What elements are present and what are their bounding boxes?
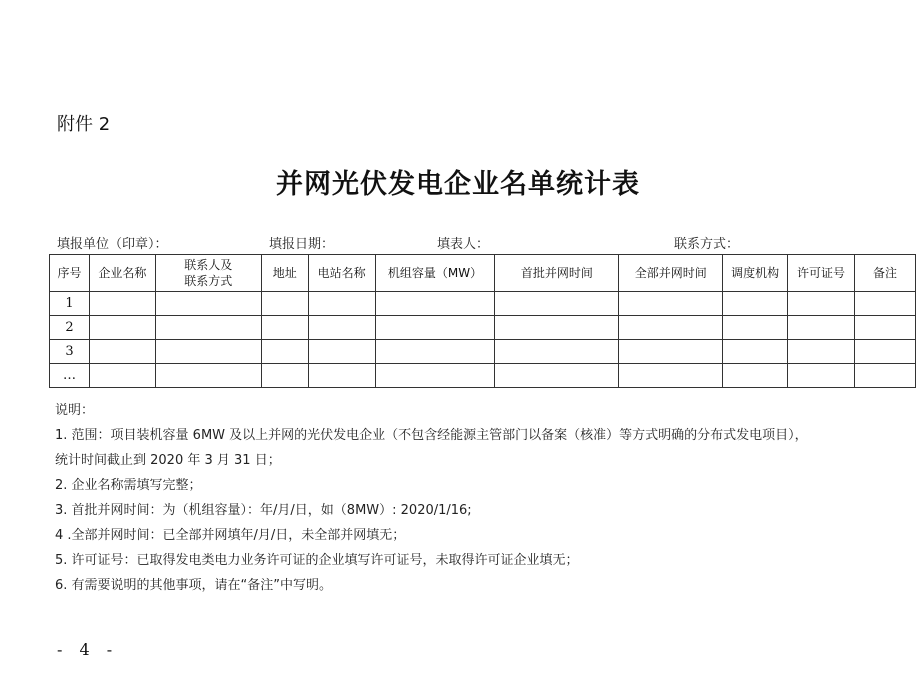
note-line: 2. 企业名称需填写完整； [55,478,202,493]
column-header-label: 地址 [272,266,297,280]
empty-cell [308,364,375,388]
empty-cell [155,364,261,388]
empty-cell [155,316,261,340]
empty-cell [619,292,723,316]
column-header [50,255,90,292]
empty-cell [155,340,261,364]
empty-cell [261,364,308,388]
column-header-label: 首批并网时间 [520,266,593,280]
field-filler: 填表人： [437,237,490,252]
empty-cell [261,292,308,316]
empty-cell [495,292,619,316]
column-header-label: 联系方式 [184,274,233,288]
empty-cell [619,340,723,364]
column-header [89,255,155,292]
column-header-label: 企业名称 [98,266,147,280]
document-title: 并网光伏发电企业名单统计表 [276,169,640,200]
field-reporting-date: 填报日期： [269,237,335,252]
note-line: 4 .全部并网时间：已全部并网填年/月/日，未全部并网填无； [55,528,406,543]
empty-cell [89,292,155,316]
table-body [50,292,916,388]
column-header [854,255,915,292]
empty-cell [89,340,155,364]
empty-cell [375,292,495,316]
empty-cell [261,316,308,340]
table-row [50,340,916,364]
empty-cell [854,316,915,340]
column-header [308,255,375,292]
empty-cell [375,340,495,364]
empty-cell [155,292,261,316]
note-line: 统计时间截止到 2020 年 3 月 31 日； [55,453,281,468]
column-header-label: 备注 [872,266,897,280]
note-line: 3. 首批并网时间：为（机组容量）：年/月/日，如（8MW）: 2020/1/16; [55,503,472,518]
column-header-label: 全部并网时间 [634,266,707,280]
empty-cell [788,292,855,316]
empty-cell [723,364,788,388]
column-header [723,255,788,292]
column-header [155,255,261,292]
table-row [50,316,916,340]
empty-cell [375,316,495,340]
column-header [375,255,495,292]
column-header [619,255,723,292]
column-header-label: 机组容量（MW） [387,266,483,280]
column-header-label: 序号 [57,266,82,280]
empty-cell [308,316,375,340]
note-line: 1. 范围：项目装机容量 6MW 及以上并网的光伏发电企业（不包含经能源主管部门以备案（核准）等方式明确的分布式发电项目）， [55,428,808,443]
empty-cell [495,340,619,364]
column-header-label: 许可证号 [797,266,846,280]
empty-cell [308,340,375,364]
empty-cell [261,340,308,364]
empty-cell [723,340,788,364]
row-number-cell: 3 [50,340,90,364]
fill-fields-row [57,233,916,251]
empty-cell [723,292,788,316]
empty-cell [723,316,788,340]
empty-cell [89,364,155,388]
column-header-label: 调度机构 [731,266,780,280]
table-row [50,292,916,316]
note-line: 6. 有需要说明的其他事项，请在“备注”中写明。 [55,578,333,593]
empty-cell [308,292,375,316]
note-line: 5. 许可证号：已取得发电类电力业务许可证的企业填写许可证号，未取得许可证企业填无； [55,553,579,568]
empty-cell [854,292,915,316]
empty-cell [495,316,619,340]
empty-cell [854,340,915,364]
column-header-label: 电站名称 [317,266,366,280]
column-header [495,255,619,292]
notes-section [55,398,916,598]
empty-cell [619,364,723,388]
field-contact: 联系方式： [674,237,740,252]
enterprise-roster-table [49,254,916,388]
page-number: - 4 - [57,640,119,659]
row-number-cell: 2 [50,316,90,340]
empty-cell [89,316,155,340]
row-number-cell: 1 [50,292,90,316]
column-header [261,255,308,292]
column-header-label: 联系人及 [184,258,233,272]
empty-cell [375,364,495,388]
empty-cell [495,364,619,388]
empty-cell [619,316,723,340]
field-reporting-unit: 填报单位（印章）： [57,237,168,252]
attachment-label: 附件 2 [57,114,111,135]
empty-cell [788,364,855,388]
column-header [788,255,855,292]
table-row [50,364,916,388]
row-number-cell: … [50,364,90,388]
table-header-row [50,255,916,292]
notes-heading: 说明： [55,403,95,418]
empty-cell [788,316,855,340]
empty-cell [854,364,915,388]
empty-cell [788,340,855,364]
